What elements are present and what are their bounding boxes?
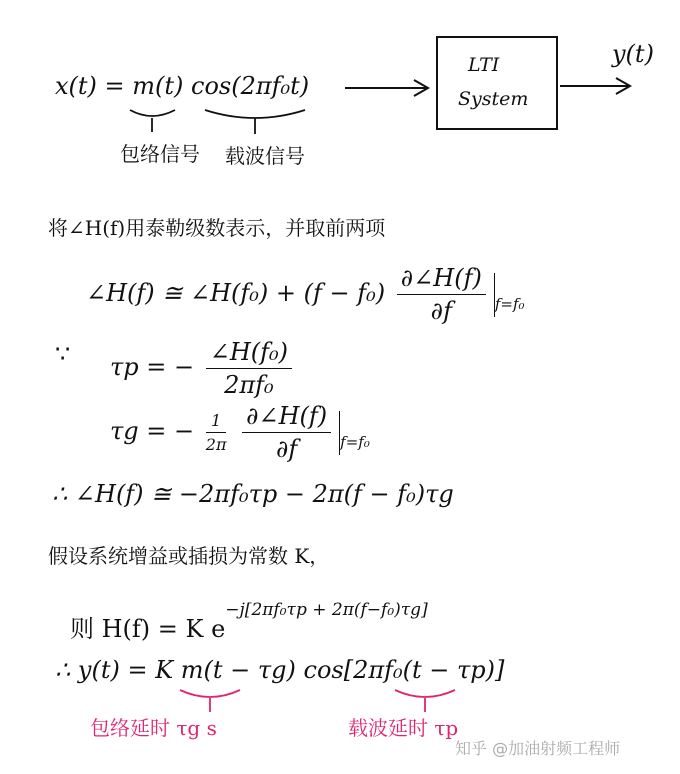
because-symbol: ∵ (55, 340, 71, 368)
tg-num1: 1 (206, 411, 227, 433)
tp-lhs: τp = − (110, 353, 195, 381)
envelope-delay-brace (180, 690, 240, 697)
tg-fraction1 (206, 411, 227, 454)
envelope-brace (130, 110, 175, 116)
tp-den: 2πf₀ (224, 371, 274, 399)
tg-eval: f=f₀ (340, 433, 370, 451)
hf-lhs: 则 H(f) = K e (70, 615, 226, 643)
taylor-derivative (397, 264, 486, 325)
tg-fraction2 (242, 402, 331, 463)
taylor-derivative-den: ∂f (430, 297, 452, 325)
tg-lhs: τg = − (110, 417, 195, 445)
carrier-signal-label: 载波信号 (225, 144, 305, 168)
output-result: ∴ y(t) = K m(t − τg) cos[2πf₀(t − τp)] (55, 656, 505, 684)
box-line1: LTI (468, 54, 500, 76)
taylor-eval: f=f₀ (494, 295, 525, 313)
zhihu-watermark: 知乎 @加油射频工程师 (455, 739, 621, 758)
tp-num: ∠H(f₀) (206, 338, 292, 369)
lti-system-box (436, 36, 558, 130)
tg-num2: ∂∠H(f) (242, 402, 331, 433)
carrier-delay-annotation: 载波延时 τp (348, 716, 459, 740)
envelope-signal-label: 包络信号 (120, 142, 200, 166)
tg-den1: 2π (205, 435, 227, 454)
box-line2: System (458, 88, 529, 110)
hf-exponent: −j[2πf₀τp + 2π(f−f₀)τg] (225, 600, 428, 620)
carrier-brace (205, 110, 305, 118)
tp-fraction (206, 338, 292, 399)
taylor-intro: 将∠H(f)用泰勒级数表示，并取前两项 (48, 216, 386, 240)
phase-approximation: ∴ ∠H(f) ≅ −2πf₀τp − 2π(f − f₀)τg (52, 480, 454, 508)
taylor-lhs: ∠H(f) ≅ ∠H(f₀) + (f − f₀) (86, 279, 386, 307)
input-signal: x(t) = m(t) cos(2πf₀t) (55, 72, 310, 100)
tg-den2: ∂f (275, 435, 298, 463)
phase-delay-eq (110, 338, 296, 399)
gain-assumption: 假设系统增益或插损为常数 K， (48, 544, 330, 568)
group-delay-eq (110, 402, 370, 463)
carrier-delay-brace (395, 690, 455, 697)
envelope-delay-annotation: 包络延时 τg s (90, 716, 217, 740)
taylor-derivative-num: ∂∠H(f) (397, 264, 486, 295)
taylor-expansion (86, 264, 525, 325)
transfer-function (70, 600, 428, 644)
output-signal: y(t) (612, 40, 654, 68)
